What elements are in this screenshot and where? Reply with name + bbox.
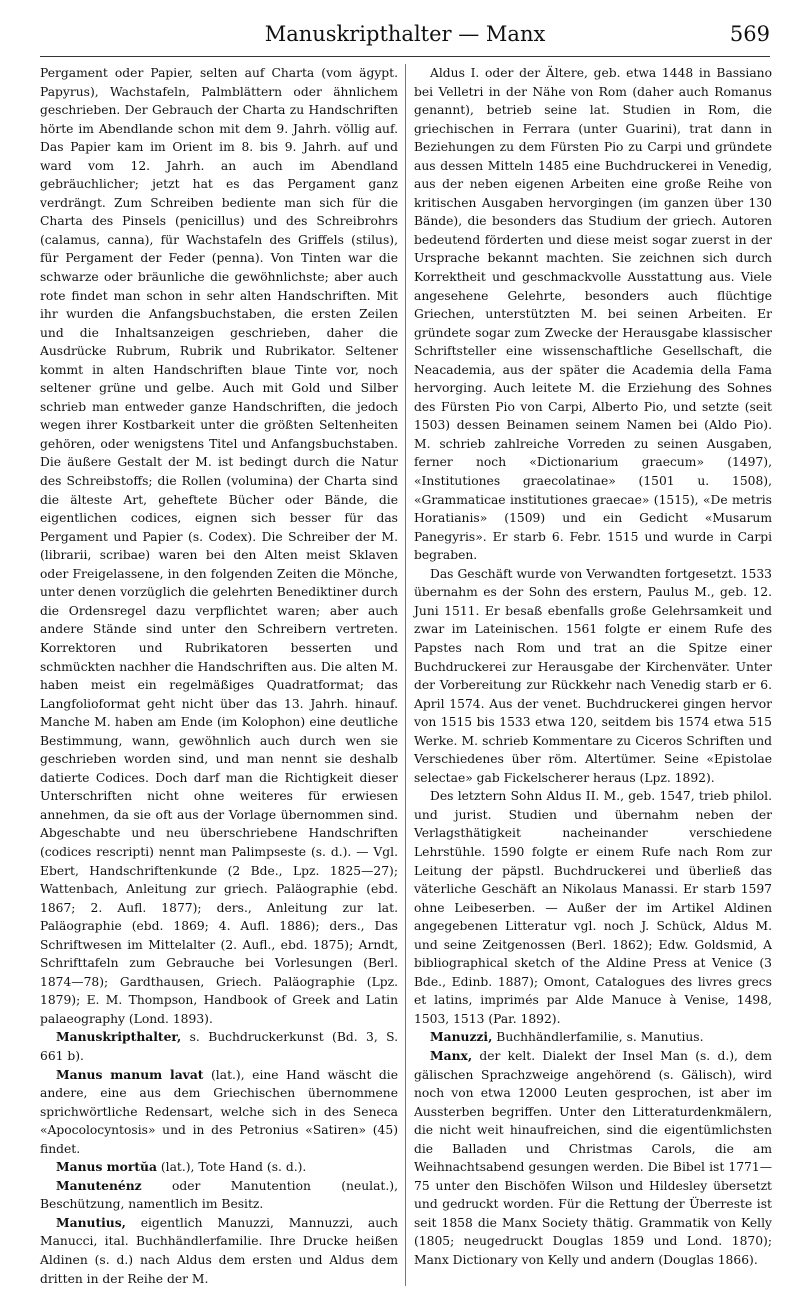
header-rule: [40, 56, 770, 57]
running-title: Manuskripthalter — Manx: [264, 22, 546, 46]
column-divider: [405, 64, 406, 1286]
dictionary-entry: [40, 1028, 398, 1065]
right-column: [414, 64, 772, 1270]
entry-text: (lat.), eine Hand wäscht die andere, eine aus dem Griechischen übernommene sprichwörtliche Redensart, welche sich in des Seneca «Apocolocyntosis» und in des Petronius «Satiren» (45) findet.: [40, 1067, 399, 1156]
dictionary-entry: [40, 1066, 398, 1159]
entry-text: der kelt. Dialekt der Insel Man (s. d.), dem gälischen Sprachzweige angehörend (s. Gälisch), wird noch von etwa 12000 Leuten gesprochen, ist aber im Aussterben begriffen. Unter den Litteraturdenkmälern, die nicht weit hinaufreichen, sind die eigentümlichsten die Balladen und Christmas Carols, die am Weihnachtsabend gesungen werden. Die Bibel ist 1771—75 unter den Bischöfen Wilson und Hildesley übersetzt und gedruckt worden. Für die Rettung der Überreste ist seit 1858 die Manx Society thätig. Grammatik von Kelly (1805; neugedruckt Douglas 1859 und Lond. 1870); Manx Dictionary von Kelly und andern (Douglas 1866).: [414, 1048, 772, 1267]
article-continuation: Pergament oder Papier, selten auf Charta (vom ägypt. Papyrus), Wachstafeln, Palmblättern oder ähnlichem geschrieben. Der Gebrauch der Charta zu Handschriften hörte im Abendlande schon mit dem 9. Jahrh. völlig auf. Das Papier kam im Orient im 8. bis 9. Jahrh. auf und ward vom 12. Jahrh. an auch im Abendland gebräuchlicher; jetzt hat es das Pergament ganz verdrängt. Zum Schreiben bediente man sich für die Charta des Pinsels (penicillus) und des Schreibrohrs (calamus, canna), für Wachstafeln des Griffels (stilus), für Pergament der Feder (penna). Von Tinten war die schwarze oder bräunliche die gewöhnlichste; aber auch rote findet man schon in sehr alten Handschriften. Mit ihr wurden die Anfangsbuchstaben, die ersten Zeilen und die Inhaltsanzeigen geschrieben, daher die Ausdrücke Rubrum, Rubrik und Rubrikator. Seltener kommt in alten Handschriften blaue Tinte vor, noch seltener grüne und gelbe. Auch mit Gold und Silber schrieb man entweder ganze Handschriften, die jedoch wegen ihrer Kostbarkeit unter die größten Seltenheiten gehören, oder wenigstens Titel und Anfangsbuchstaben. Die äußere Gestalt der M. ist bedingt durch die Natur des Schreibstoffs; die Rollen (volumina) der Charta sind die älteste Art, geheftete Bücher oder Bände, die eigentlichen codices, eignen sich besser für das Pergament und Papier (s. Codex). Die Schreiber der M. (librarii, scribae) waren bei den Alten meist Sklaven oder Freigelassene, in den folgenden Zeiten die Mönche, unter denen vorzüglich die gelehrten Benediktiner durch die Ordensregel dazu verpflichtet waren; aber auch andere Stände sind unter den Schreibern vertreten. Korrektoren und Rubrikatoren besserten und schmückten nachher die Handschriften aus. Die alten M. haben meist ein regelmäßiges Quadratformat; das Langfolioformat geht nicht über das 13. Jahrh. hinauf. Manche M. haben am Ende (im Kolophon) eine deutliche Bestimmung, wann, gewöhnlich auch durch wen sie geschrieben worden sind, und man nennt sie deshalb datierte Codices. Doch darf man die Richtigkeit dieser Unterschriften nicht ohne weiteres für erwiesen annehmen, da sie oft aus der Vorlage übernommen sind. Abgeschabte und neu überschriebene Handschriften (codices rescripti) nennt man Palimpseste (s. d.). — Vgl. Ebert, Handschriftenkunde (2 Bde., Lpz. 1825—27); Wattenbach, Anleitung zur griech. Paläographie (ebd. 1867; 2. Aufl. 1877); ders., Anleitung zur lat. Paläographie (ebd. 1869; 4. Aufl. 1886); ders., Das Schriftwesen im Mittelalter (2. Aufl., ebd. 1875); Arndt, Schrifttafeln zum Gebrauche bei Vorlesungen (Berl. 1874—78); Gardthausen, Griech. Paläographie (Lpz. 1879); E. M. Thompson, Handbook of Greek and Latin palaeography (Lond. 1893).: [40, 66, 398, 1026]
entry-headword: Manus mortŭa: [55, 1159, 157, 1175]
entry-text: oder Manutention (neulat.), Beschützung, namentlich im Besitz.: [40, 1178, 398, 1212]
article-paragraph: Das Geschäft wurde von Verwandten fortgesetzt. 1533 übernahm es der Sohn des erstern, Paulus M., geb. 12. Juni 1511. Er besaß ebenfalls große Gelehrsamkeit und zwar im Lateinischen. 1561 folgte er einem Rufe des Papstes nach Rom und trat an die Spitze einer Buchdruckerei zur Herausgabe der Kirchenväter. Unter der Vorbereitung zur Rückkehr nach Venedig starb er 6. April 1574. Aus der venet. Buchdruckerei gingen hervor von 1515 bis 1533 etwa 120, seitdem bis 1574 etwa 515 Werke. M. schrieb Kommentare zu Ciceros Schriften und Verschiedenes über röm. Altertümer. Seine «Epistolae selectae» gab Fickelscherer heraus (Lpz. 1892).: [414, 566, 772, 785]
entry-text: eigentlich Manuzzi, Mannuzzi, auch Manucci, ital. Buchhändlerfamilie. Ihre Drucke heißen Aldinen (s. d.) nach Aldus dem ersten und Aldus dem dritten in der Reihe der M.: [40, 1215, 398, 1286]
entry-headword: Manx,: [429, 1047, 473, 1063]
dictionary-entry: [40, 1214, 398, 1288]
article-continuation: Aldus I. oder der Ältere, geb. etwa 1448 in Bassiano bei Velletri in der Nähe von Rom (daher auch Romanus genannt), betrieb seine lat. Studien in Rom, die griechischen in Ferrara (unter Guarini), trat dann in Beziehungen zu dem Fürsten Pio zu Carpi und gründete aus dessen Mitteln 1485 eine Buchdruckerei in Venedig, aus der neben eigenen Arbeiten eine große Reihe von kritischen Ausgaben hervorgingen (im ganzen über 130 Bände), die besonders das Studium der griech. Autoren bedeutend förderten und diese meist sogar zuerst in der Ursprache bekannt machten. Sie zeichnen sich durch Korrektheit und geschmackvolle Ausstattung aus. Viele angesehene Gelehrte, besonders auch flüchtige Griechen, unterstützten M. bei seinen Arbeiten. Er gründete sogar zum Zwecke der Herausgabe klassischer Schriftsteller eine wissenschaftliche Gesellschaft, die Neacademia, aus der später die Academia della Fama hervorging. Auch leitete M. die Erziehung des Sohnes des Fürsten Pio von Carpi, Alberto Pio, und setzte (seit 1503) dessen Beinamen seinem Namen bei (Aldo Pio). M. schrieb zahlreiche Vorreden zu seinen Ausgaben, ferner noch «Dictionarium graecum» (1497), «Institutiones graecolatinae» (1501 u. 1508), «Grammaticae institutiones graecae» (1515), «De metris Horatianis» (1509) und ein Gedicht «Musarum Panegyris». Er starb 6. Febr. 1515 und wurde in Carpi begraben.: [414, 66, 772, 563]
entry-headword: Manutenénz: [55, 1177, 142, 1193]
left-column: [40, 64, 398, 1288]
entry-text: s. Buchdruckerkunst (Bd. 3, S. 661 b).: [40, 1030, 398, 1063]
entry-headword: Manutius,: [55, 1214, 126, 1230]
dictionary-entry: [414, 1047, 772, 1270]
page-number: 569: [729, 22, 770, 46]
entry-text: (lat.), Tote Hand (s. d.).: [156, 1160, 307, 1175]
dictionary-entry: [40, 1158, 398, 1177]
article-paragraph: Des letztern Sohn Aldus II. M., geb. 1547, trieb philol. und jurist. Studien und übernahm neben der Verlagsthätigkeit nacheinander verschiedene Lehrstühle. 1590 folgte er einem Rufe nach Rom zur Leitung der päpstl. Buchdruckerei und überließ das väterliche Geschäft an Nikolaus Manassi. Er starb 1597 ohne Leibeserben. — Außer der im Artikel Aldinen angegebenen Litteratur vgl. noch J. Schück, Aldus M. und seine Zeitgenossen (Berl. 1862); Edw. Goldsmid, A bibliographical sketch of the Aldine Press at Venice (3 Bde., Edinb. 1887); Omont, Catalogues des livres grecs et latins, imprimés par Alde Manuce à Venise, 1498, 1503, 1513 (Par. 1892).: [414, 789, 772, 1026]
entry-headword: Manus manum lavat: [55, 1066, 204, 1082]
entry-headword: Manuskripthalter,: [55, 1029, 182, 1045]
dictionary-entry: [40, 1177, 398, 1214]
dictionary-entry: [414, 1028, 772, 1047]
page-header: [40, 14, 770, 54]
entry-headword: Manuzzi,: [429, 1029, 493, 1045]
entry-text: Buchhändlerfamilie, s. Manutius.: [492, 1030, 704, 1045]
